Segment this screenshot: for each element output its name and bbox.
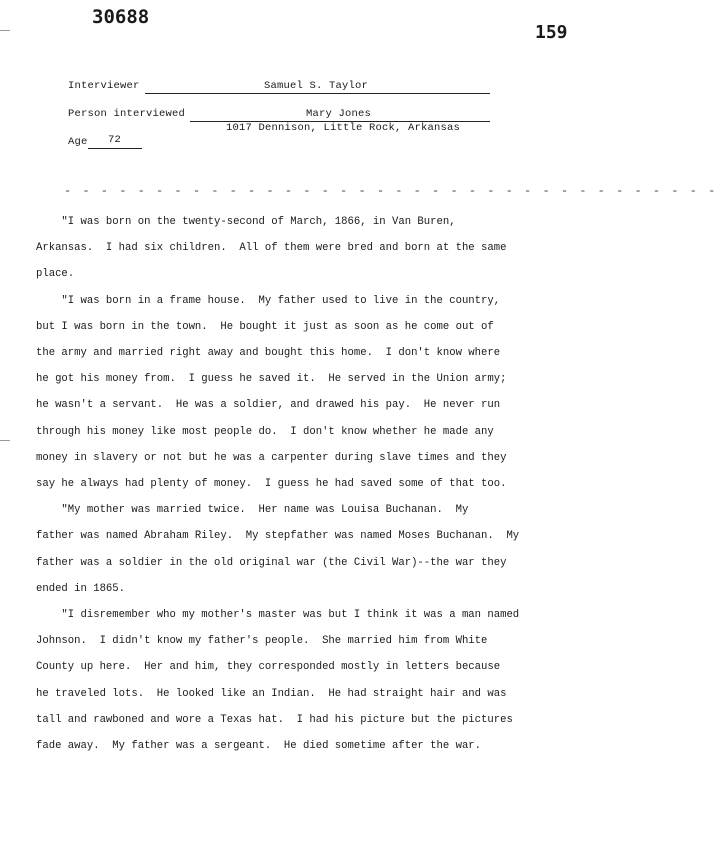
body-line: he traveled lots. He looked like an Indian. He had straight hair and was <box>36 687 507 700</box>
body-line: "My mother was married twice. Her name was Louisa Buchanan. My <box>36 504 469 517</box>
address: 1017 Dennison, Little Rock, Arkansas <box>226 122 461 134</box>
body-line: fade away. My father was a sergeant. He died sometime after the war. <box>36 740 482 752</box>
age-label: Age <box>68 136 88 148</box>
body-line: Arkansas. I had six children. All of them were bred and born at the same <box>36 242 507 255</box>
scan-edge-mark <box>0 30 10 31</box>
person-interviewed-label: Person interviewed <box>68 108 186 120</box>
body-line: father was named Abraham Riley. My stepfather was named Moses Buchanan. My <box>36 530 520 543</box>
interviewer-label: Interviewer <box>68 80 140 92</box>
body-line: ended in 1865. <box>36 582 126 595</box>
body-line: tall and rawboned and wore a Texas hat. I had his picture but the pictures <box>36 713 513 726</box>
body-line: "I disremember who my mother's master was but I think it was a man named <box>36 609 520 621</box>
body-line: place. <box>36 268 75 281</box>
body-line: "I was born in a frame house. My father used to live in the country, <box>36 294 501 307</box>
person-interviewed-value: Mary Jones <box>306 108 372 120</box>
body-line: father was a soldier in the old original war (the Civil War)--the war they <box>36 556 507 569</box>
section-separator: - - - - - - - - - - - - - - - - - - - - - - - - - - - - - - - - - - - - <box>64 184 717 198</box>
body-line: Johnson. I didn't know my father's people. She married him from White <box>36 635 488 648</box>
body-line: but I was born in the town. He bought it just as soon as he come out of <box>36 320 494 333</box>
document-number: 30688 <box>92 6 150 28</box>
body-line: he got his money from. I guess he saved it. He served in the Union army; <box>36 373 507 386</box>
page-number: 159 <box>535 22 568 43</box>
body-line: he wasn't a servant. He was a soldier, and drawed his pay. He never run <box>36 399 501 412</box>
interviewer-value: Samuel S. Taylor <box>264 80 369 92</box>
body-line: County up here. Her and him, they corresponded mostly in letters because <box>36 661 501 674</box>
body-line: "I was born on the twenty-second of March, 1866, in Van Buren, <box>36 216 456 228</box>
body-line: say he always had plenty of money. I guess he had saved some of that too. <box>36 478 507 490</box>
body-line: through his money like most people do. I don't know whether he made any <box>36 425 494 438</box>
age-underline <box>88 148 142 149</box>
scan-edge-mark <box>0 440 10 441</box>
body-line: the army and married right away and bought this home. I don't know where <box>36 347 501 359</box>
interviewer-underline <box>145 93 490 94</box>
age-value: 72 <box>108 134 122 146</box>
body-line: money in slavery or not but he was a carpenter during slave times and they <box>36 451 507 464</box>
